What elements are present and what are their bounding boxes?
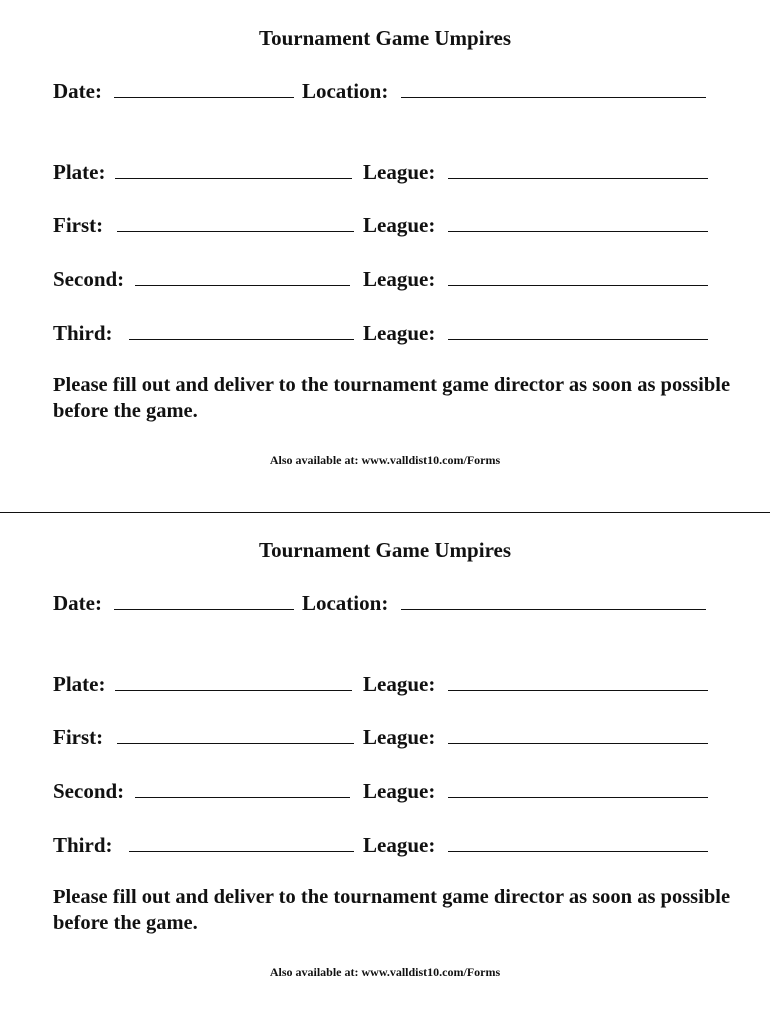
third-umpire-row	[53, 831, 708, 859]
footer-text: Also available at: www.valldist10.com/Forms	[269, 965, 501, 979]
plate-umpire-blank[interactable]	[115, 161, 352, 179]
second-umpire-row	[53, 777, 708, 805]
third-label: Third:	[53, 321, 113, 345]
first-league-blank[interactable]	[448, 214, 708, 232]
league-label: League:	[363, 160, 436, 184]
date-blank[interactable]	[114, 80, 294, 98]
plate-umpire-blank[interactable]	[115, 673, 352, 691]
first-umpire-blank[interactable]	[117, 214, 354, 232]
form-title: Tournament Game Umpires	[259, 26, 511, 50]
second-league-blank[interactable]	[448, 268, 708, 286]
plate-league-blank[interactable]	[448, 161, 708, 179]
location-label: Location:	[301, 591, 389, 615]
first-label: First:	[53, 725, 104, 749]
third-umpire-blank[interactable]	[129, 834, 354, 852]
third-league-blank[interactable]	[448, 834, 708, 852]
third-umpire-row	[53, 319, 708, 347]
league-label: League:	[363, 672, 436, 696]
location-blank[interactable]	[401, 592, 706, 610]
date-location-row	[53, 77, 706, 105]
plate-league-blank[interactable]	[448, 673, 708, 691]
third-league-blank[interactable]	[448, 322, 708, 340]
second-label: Second:	[53, 779, 125, 803]
second-league-blank[interactable]	[448, 780, 708, 798]
date-blank[interactable]	[114, 592, 294, 610]
date-location-row	[53, 589, 706, 617]
plate-umpire-row	[53, 158, 708, 186]
second-umpire-blank[interactable]	[135, 780, 350, 798]
location-blank[interactable]	[401, 80, 706, 98]
league-label: League:	[363, 725, 436, 749]
first-league-blank[interactable]	[448, 726, 708, 744]
third-umpire-blank[interactable]	[129, 322, 354, 340]
umpire-form	[0, 512, 770, 1012]
third-label: Third:	[53, 833, 113, 857]
instructions-text: Please fill out and deliver to the tournament game director as soon as possible before the game.	[53, 886, 731, 934]
first-umpire-blank[interactable]	[117, 726, 354, 744]
first-label: First:	[53, 213, 104, 237]
date-label: Date:	[53, 79, 102, 103]
second-umpire-row	[53, 265, 708, 293]
league-label: League:	[363, 321, 436, 345]
date-label: Date:	[53, 591, 102, 615]
league-label: League:	[363, 833, 436, 857]
location-label: Location:	[301, 79, 389, 103]
instructions-text: Please fill out and deliver to the tournament game director as soon as possible before the game.	[53, 374, 731, 422]
second-umpire-blank[interactable]	[135, 268, 350, 286]
league-label: League:	[363, 779, 436, 803]
footer-text: Also available at: www.valldist10.com/Forms	[269, 453, 501, 467]
league-label: League:	[363, 267, 436, 291]
plate-umpire-row	[53, 670, 708, 698]
first-umpire-row	[53, 723, 708, 751]
umpire-form	[0, 0, 770, 500]
second-label: Second:	[53, 267, 125, 291]
plate-label: Plate:	[53, 672, 106, 696]
plate-label: Plate:	[53, 160, 106, 184]
league-label: League:	[363, 213, 436, 237]
first-umpire-row	[53, 211, 708, 239]
form-title: Tournament Game Umpires	[259, 538, 511, 562]
